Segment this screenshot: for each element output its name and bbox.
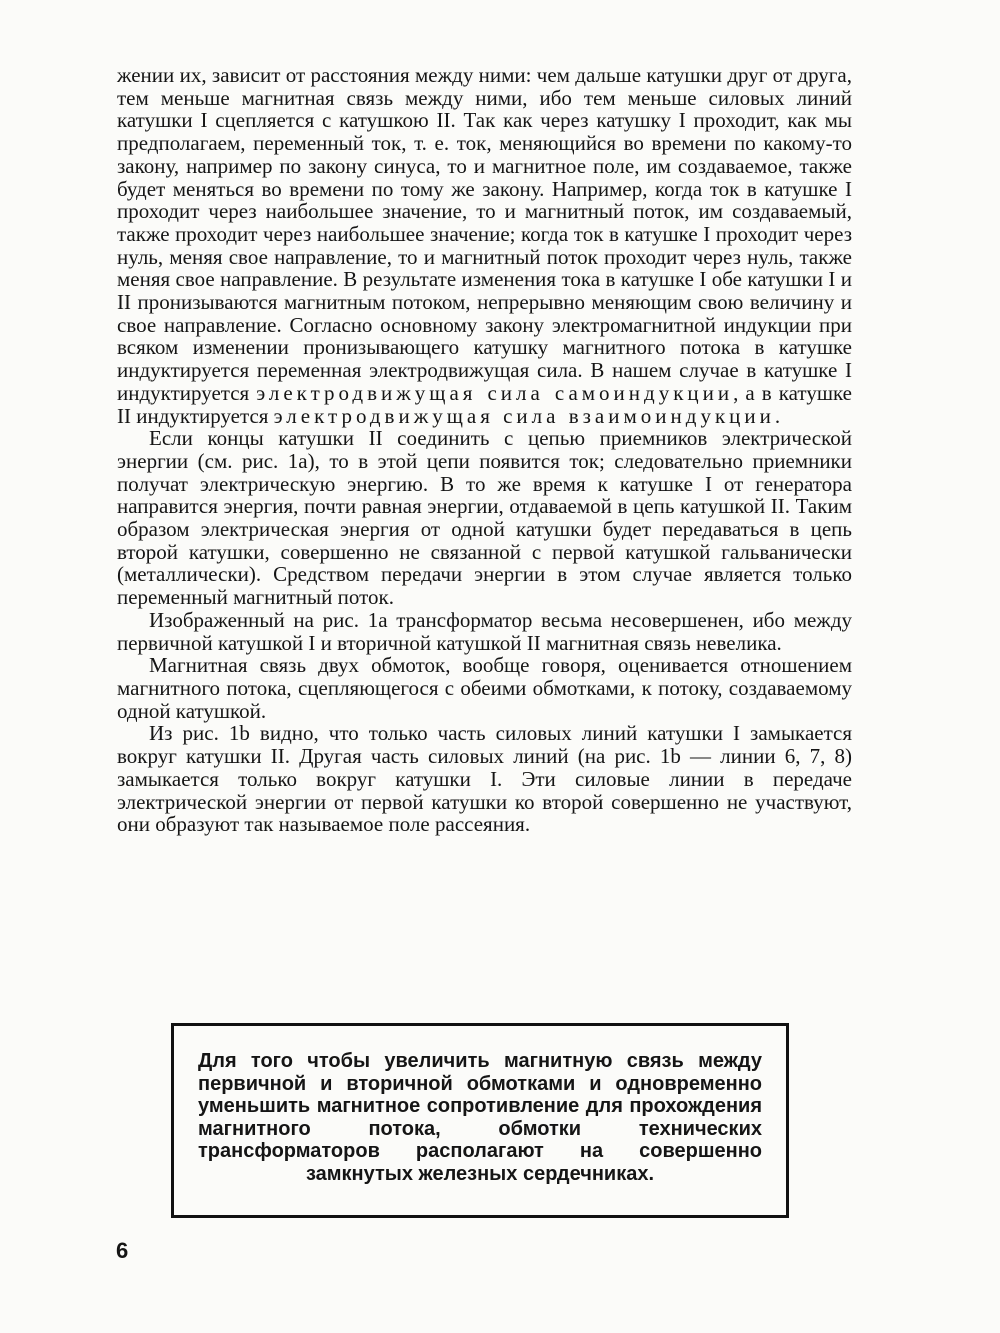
paragraph-1-text-a: жении их, зависит от расстояния между ними: чем дальше катушки друг от друга, тем меньше магнитная связь между ними, ибо тем меньше силовых линий катушки I сцепляется с катушкою II. Так как через катушку I проходит, как мы предполагаем, переменный ток, т. е. ток, меняющийся во времени по какому-то закону, например по закону синуса, то и магнитное поле, им создаваемое, также будет меняться во времени по тому же закону. Например, когда ток в катушке I проходит через наибольшее значение, то и магнитный поток, им создаваемый, также проходит через наибольшее значение; когда ток в катушке I проходит через нуль, меняя свое направление, то и магнитный поток проходит через нуль, также меняя свое направление. В результате изменения тока в катушке I обе катушки I и II пронизываются магнитным потоком, непрерывно меняющим свою величину и свое направление. Согласно основному закону электромагнитной индукции при всяком изменении пронизывающего катушку магнитного потока в катушке индуктируется переменная электродвижущая сила. В нашем случае в катушке I индуктируется	[117, 63, 852, 405]
paragraph-3: Изображенный на рис. 1а трансформатор весьма несовершенен, ибо между первичной катушкой I и вторичной катушкой II магнитная связь невелика.	[117, 607, 852, 655]
term-mutual-induction: электродвижущая сила взаимоиндукции	[273, 403, 775, 428]
paragraph-1	[117, 64, 852, 427]
callout-text: Для того чтобы увеличить магнитную связь между первичной и вторичной обмотками и одновременно уменьшить магнитное сопротивление для прохождения магнитного потока, обмотки технических трансформаторов располагают на совершенно замкнутых железных сердечниках.	[198, 1050, 762, 1185]
page-number: 6	[116, 1238, 129, 1263]
body-text	[117, 64, 852, 836]
callout-box	[171, 1023, 789, 1218]
paragraph-4: Магнитная связь двух обмоток, вообще говоря, оценивается отношением магнитного потока, сцепляющегося с обеими обмотками, к потоку, создаваемому одной катушкой.	[117, 653, 852, 723]
term-self-induction: электродвижущая сила самоиндукции	[256, 380, 734, 405]
paragraph-1-text-b: , а в катушке II индуктируется	[117, 380, 852, 428]
paragraph-1-end: .	[774, 403, 781, 428]
paragraph-2: Если концы катушки II соединить с цепью приемников электрической энергии (см. рис. 1а), то в этой цепи появится ток; следовательно приемники получат электрическую энергию. В то же время к катушке I от генератора направится энергия, почти равная энергии, отдаваемой в цепь катушкой II. Таким образом электрическая энергия от одной катушки будет передаваться в цепь второй катушки, совершенно не связанной с первой катушкой гальванически (металлически). Средством передачи энергии в этом случае является только переменный магнитный поток.	[117, 426, 852, 610]
paragraph-5: Из рис. 1b видно, что только часть силовых линий катушки I замыкается вокруг катушки II. Другая часть силовых линий (на рис. 1b — линии 6, 7, 8) замыкается только вокруг катушки I. Эти силовые линии в передаче электрической энергии от первой катушки ко второй совершенно не участвуют, они образуют так называемое поле рассеяния.	[117, 721, 852, 837]
